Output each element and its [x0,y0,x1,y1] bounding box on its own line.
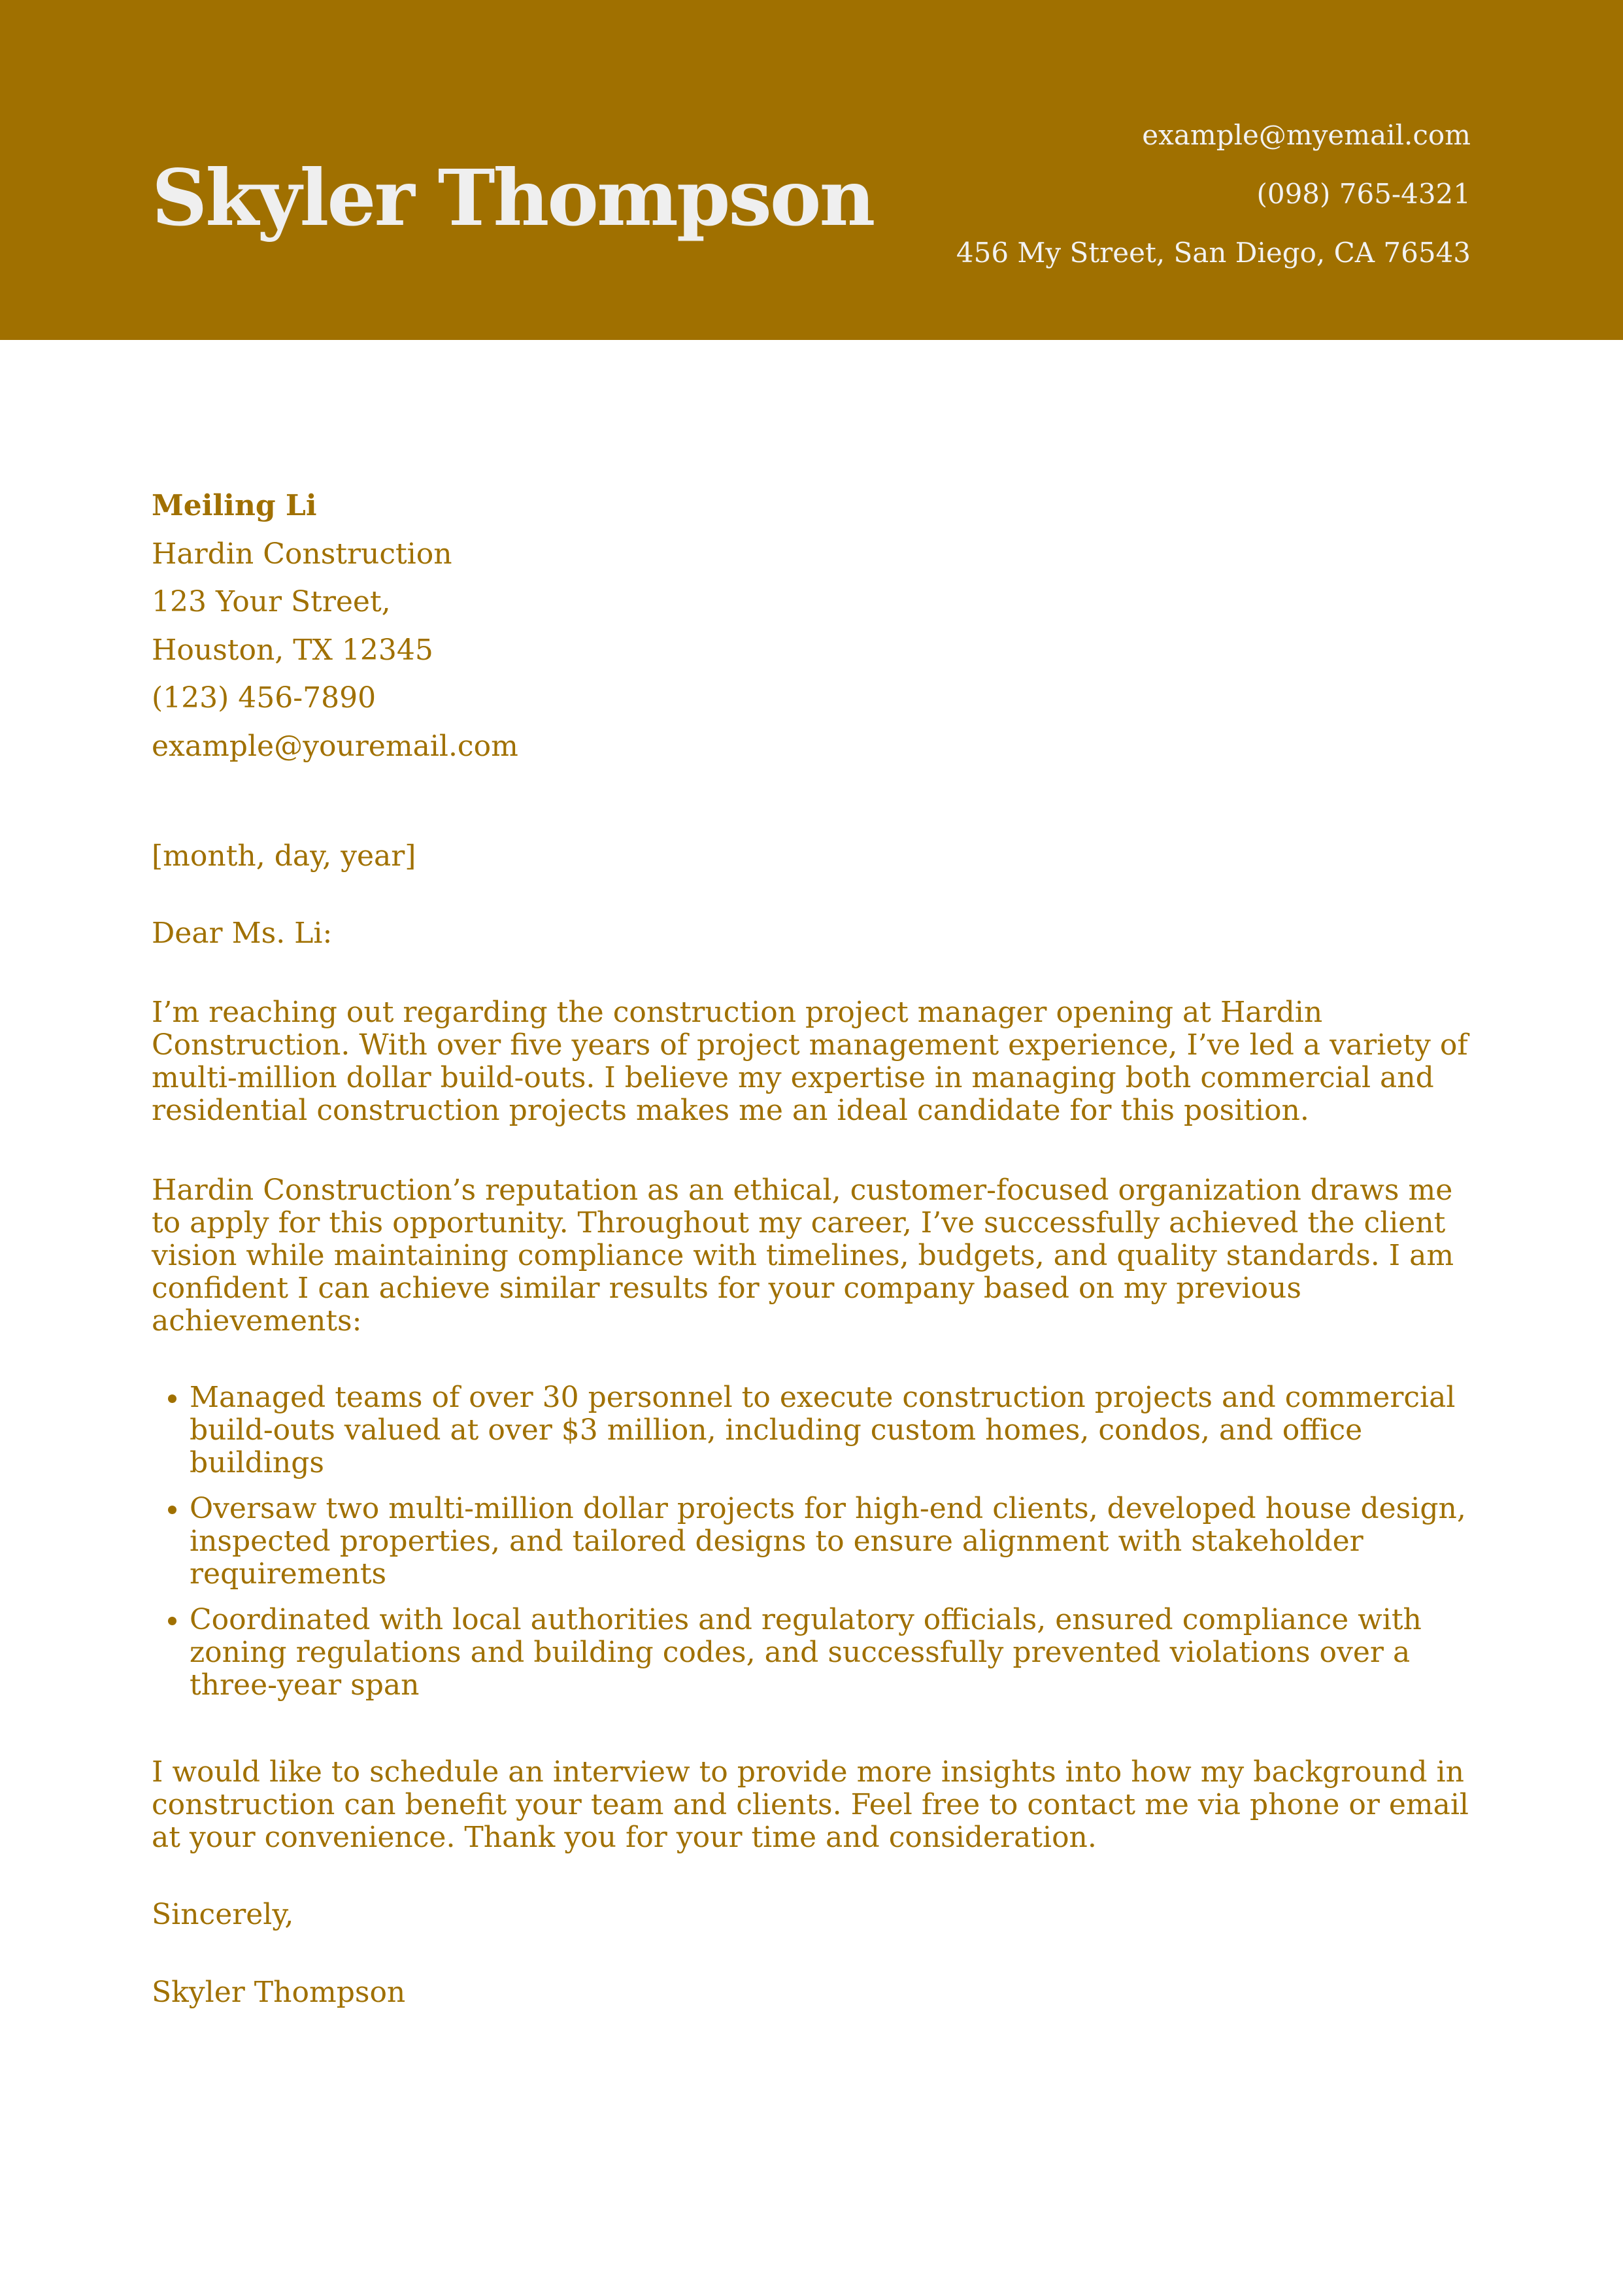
salutation: Dear Ms. Li: [152,917,333,950]
recipient-city: Houston, TX 12345 [152,633,433,667]
letter-body [152,482,1471,2009]
recipient-phone: (123) 456-7890 [152,681,376,715]
list-item: • Managed teams of over 30 personnel to execute construction projects and commercial build-outs valued at over $3 million, including custom homes, condos, and office buildings [190,1381,1471,1479]
letter-date: [month, day, year] [152,839,416,873]
list-item: • Oversaw two multi-million dollar projects for high-end clients, developed house design, inspected properties, and tailored designs to ensure alignment with stakeholder requirements [190,1493,1471,1591]
recipient-email: example@youremail.com [152,729,518,763]
sender-email: example@myemail.com [1142,119,1471,151]
sender-contact [956,106,1471,282]
achievements-list [152,1381,1471,1702]
sender-address: 456 My Street, San Diego, CA 76543 [956,237,1471,269]
recipient-street: 123 Your Street, [152,585,391,618]
recipient-name: Meiling Li [152,489,317,522]
sender-name: Skyler Thompson [152,152,874,243]
recipient-block [152,482,1471,770]
paragraph-closing: I would like to schedule an interview to provide more insights into how my background in construction can benefit your team and clients. Feel free to contact me via phone or email at your convenience. Thank you for your time and consideration. [152,1755,1469,1854]
header-banner [0,0,1623,340]
paragraph-reputation: Hardin Construction’s reputation as an ethical, customer-focused organization draws me to apply for this opportunity. Throughout my career, I’ve successfully achieved the client vision while maintaining compliance with timelines, budgets, and quality standards. I am confident I can achieve similar results for your company based on my previous achievements: [152,1173,1454,1338]
list-item: • Coordinated with local authorities and regulatory officials, ensured compliance with zoning regulations and building codes, and successfully prevented violations over a three-year span [190,1604,1471,1702]
recipient-company: Hardin Construction [152,537,452,571]
closing-phrase: Sincerely, [152,1898,294,1931]
signature-name: Skyler Thompson [152,1976,406,2009]
sender-phone: (098) 765-4321 [1256,178,1471,210]
paragraph-intro: I’m reaching out regarding the construction project manager opening at Hardin Construction. With over five years of project management experience, I’ve led a variety of multi-million dollar build-outs. I believe my expertise in managing both commercial and residential construction projects makes me an ideal candidate for this position. [152,996,1468,1127]
